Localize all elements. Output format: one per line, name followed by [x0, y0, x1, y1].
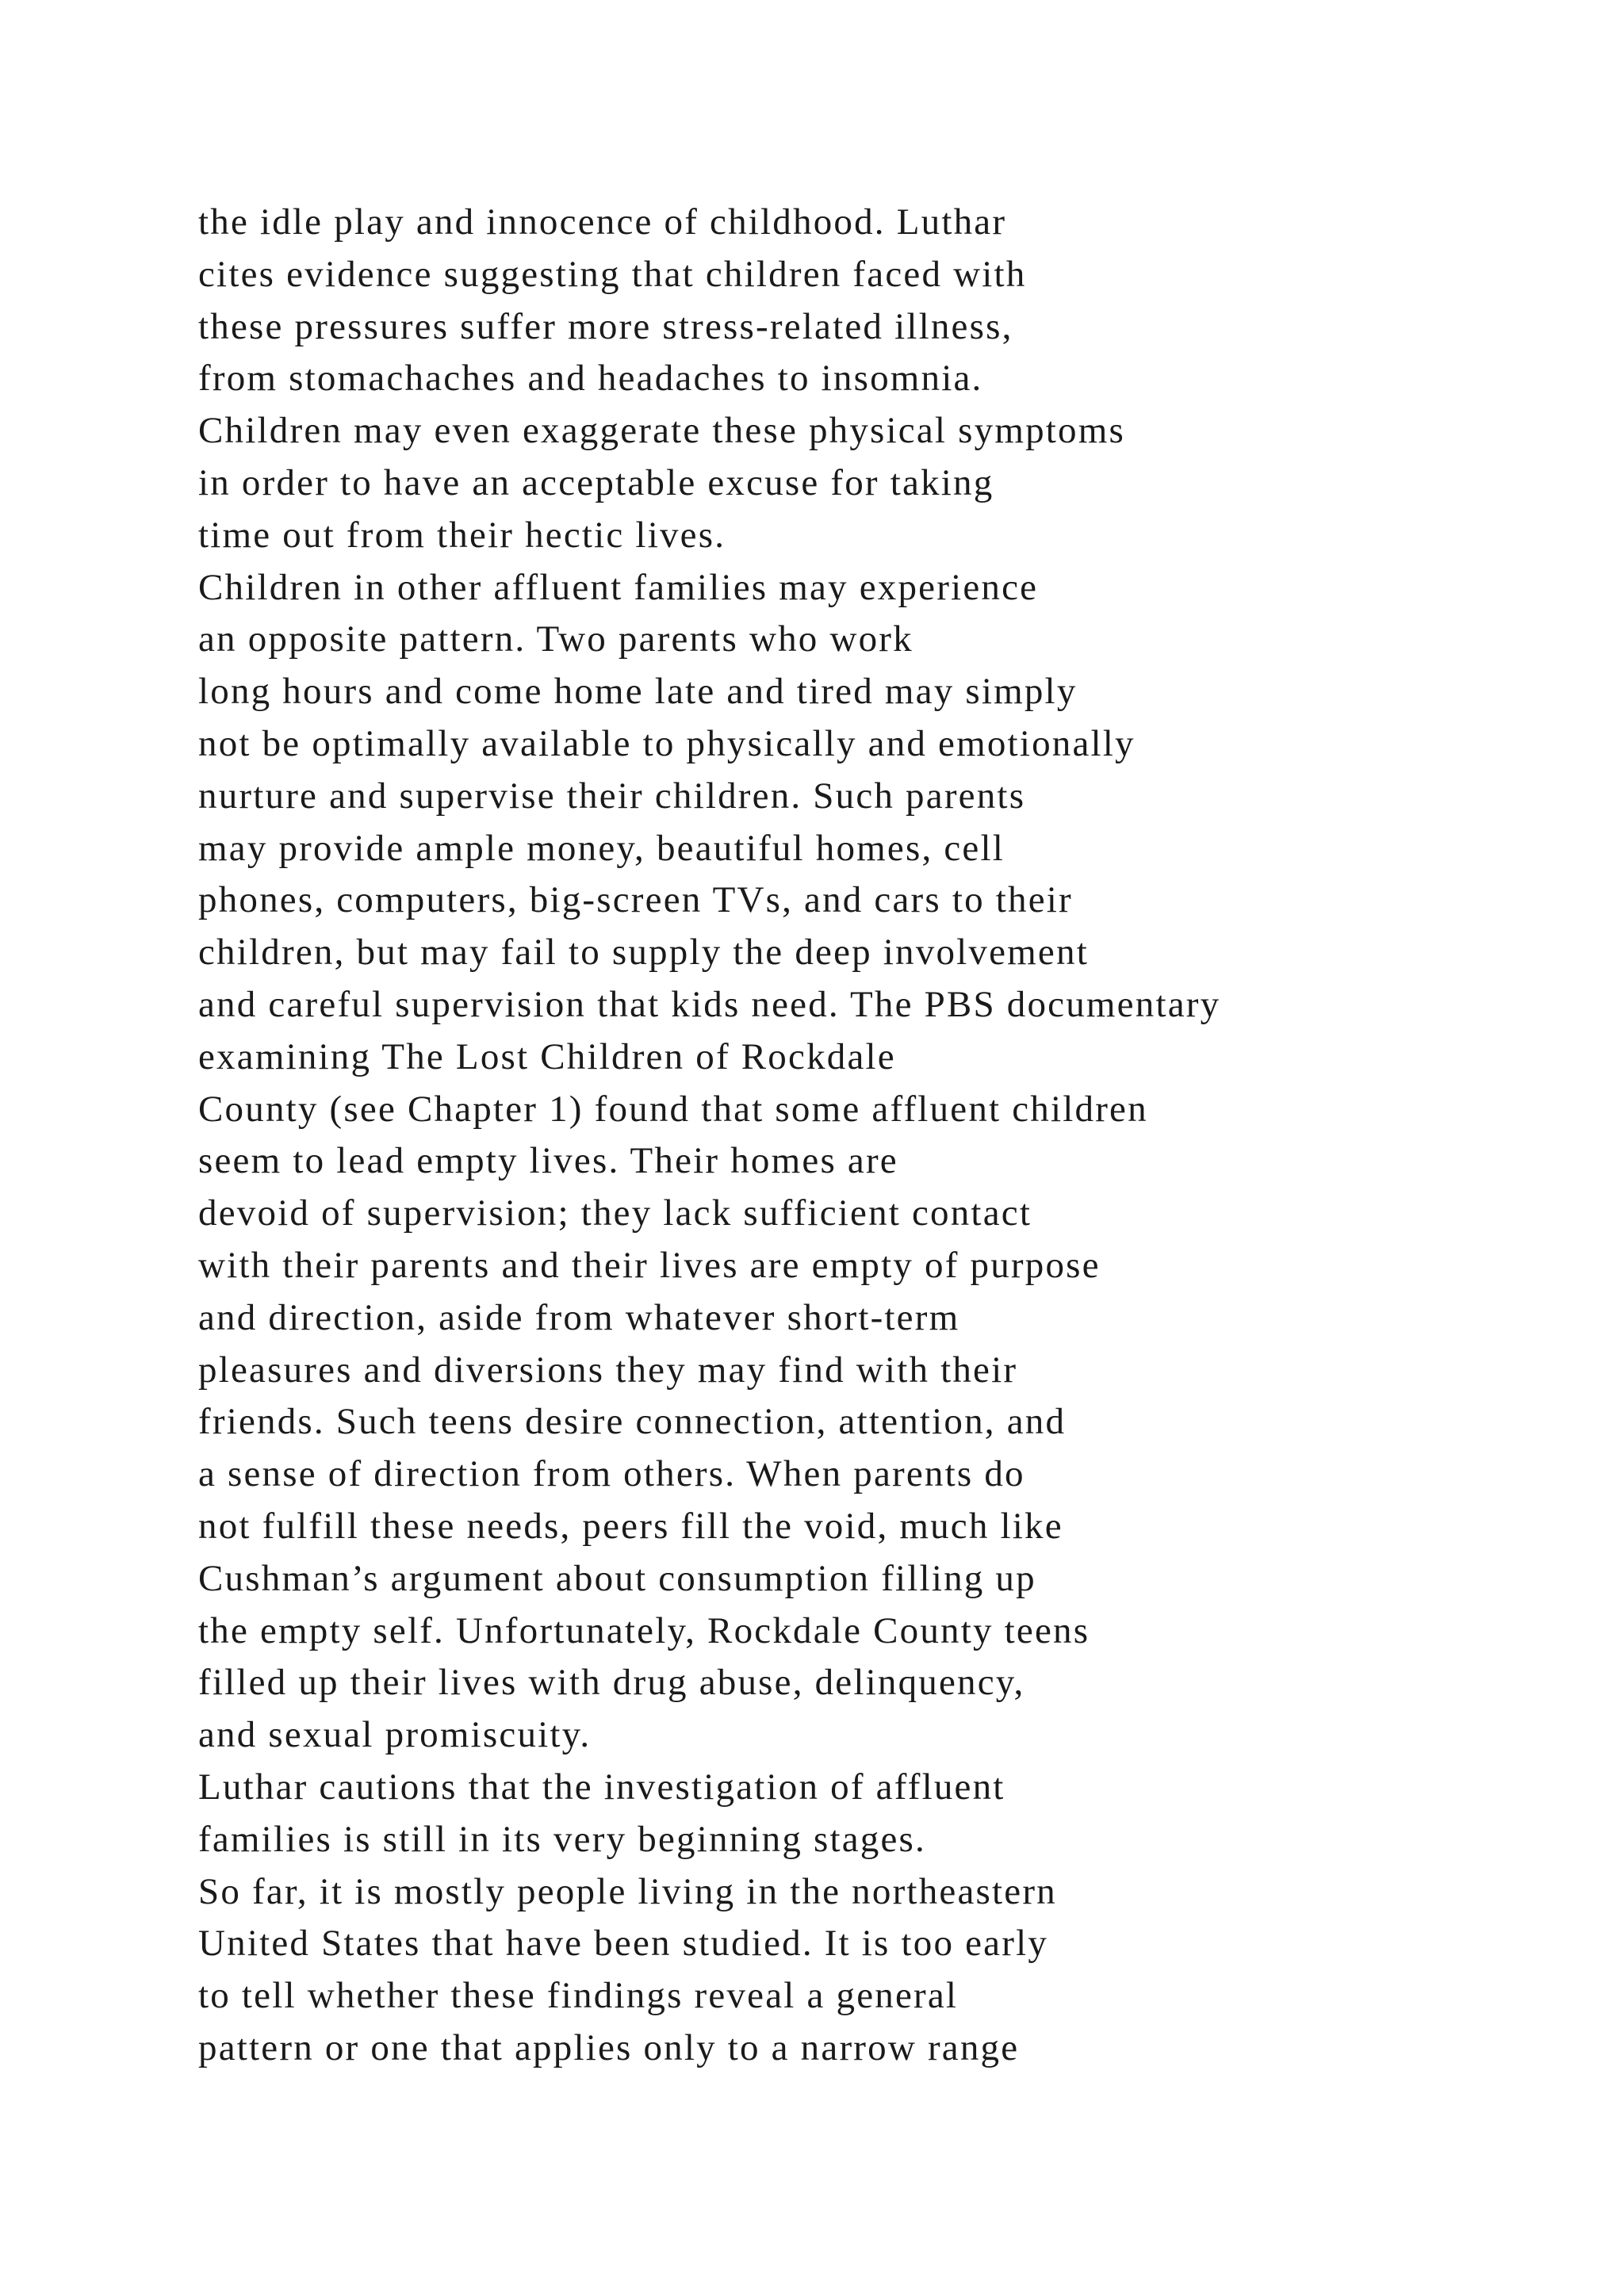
text-line: filled up their lives with drug abuse, delinquency,	[198, 1662, 1025, 1704]
text-line: cites evidence suggesting that children faced with	[198, 253, 1027, 295]
text-line: friends. Such teens desire connection, attention, and	[198, 1401, 1067, 1443]
text-line: and careful supervision that kids need. The PBS documentary	[198, 983, 1221, 1025]
text-line: nurture and supervise their children. Such parents	[198, 775, 1026, 817]
text-line: to tell whether these findings reveal a general	[198, 1975, 959, 2017]
text-line: in order to have an acceptable excuse for taking	[198, 461, 994, 503]
text-line: So far, it is mostly people living in the northeastern	[198, 1870, 1057, 1912]
text-line: long hours and come home late and tired may simply	[198, 671, 1078, 713]
text-line: from stomachaches and headaches to insomnia.	[198, 358, 983, 400]
text-line: may provide ample money, beautiful homes, cell	[198, 827, 1005, 869]
text-line: United States that have been studied. It is too early	[198, 1923, 1049, 1965]
text-line: phones, computers, big-screen TVs, and cars to their	[198, 879, 1073, 921]
text-line: and direction, aside from whatever short-term	[198, 1296, 960, 1338]
body-text	[198, 197, 1546, 2075]
text-line: Cushman’s argument about consumption filling up	[198, 1557, 1036, 1599]
text-line: families is still in its very beginning stages.	[198, 1818, 926, 1860]
text-line: an opposite pattern. Two parents who work	[198, 618, 914, 660]
text-line: a sense of direction from others. When parents do	[198, 1453, 1025, 1495]
text-line: County (see Chapter 1) found that some affluent children	[198, 1088, 1148, 1130]
text-line: the empty self. Unfortunately, Rockdale County teens	[198, 1609, 1090, 1651]
text-line: children, but may fail to supply the deep involvement	[198, 932, 1089, 974]
text-line: not fulfill these needs, peers fill the void, much like	[198, 1505, 1063, 1547]
text-line: and sexual promiscuity.	[198, 1714, 592, 1756]
text-line: pleasures and diversions they may find with their	[198, 1349, 1018, 1391]
text-line: not be optimally available to physically and emotionally	[198, 722, 1136, 764]
text-line: with their parents and their lives are empty of purpose	[198, 1244, 1101, 1286]
text-line: time out from their hectic lives.	[198, 514, 726, 556]
text-line: pattern or one that applies only to a narrow range	[198, 2026, 1020, 2068]
text-line: Luthar cautions that the investigation of affluent	[198, 1766, 1005, 1808]
text-line: seem to lead empty lives. Their homes are	[198, 1140, 898, 1182]
text-line: examining The Lost Children of Rockdale	[198, 1035, 896, 1077]
text-line: devoid of supervision; they lack sufficient contact	[198, 1192, 1032, 1234]
text-line: the idle play and innocence of childhood. Luthar	[198, 201, 1007, 243]
text-line: these pressures suffer more stress-related illness,	[198, 305, 1013, 347]
text-line: Children may even exaggerate these physical symptoms	[198, 410, 1125, 452]
text-line: Children in other affluent families may experience	[198, 566, 1039, 608]
